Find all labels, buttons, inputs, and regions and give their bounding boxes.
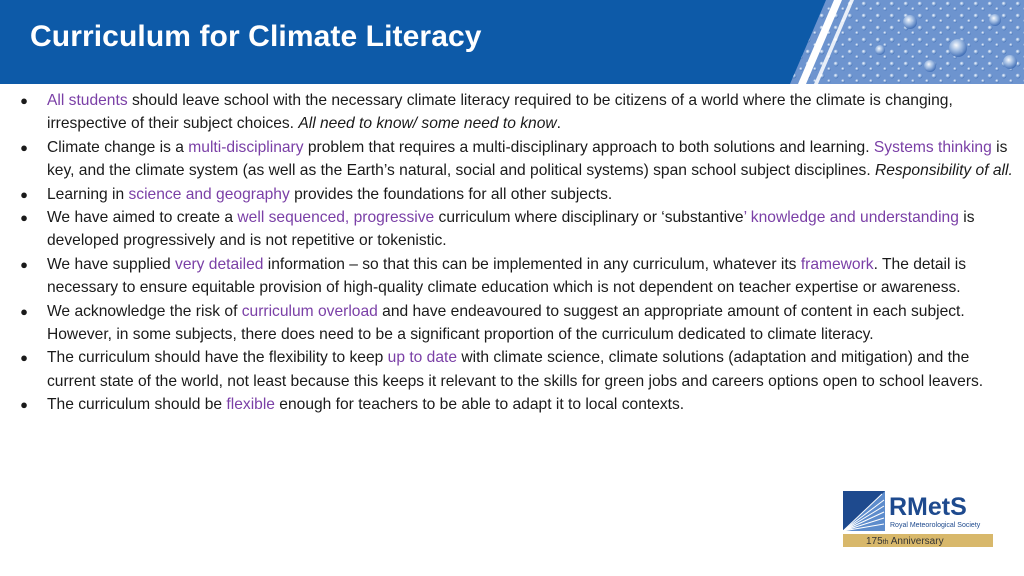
bullet-dot-icon: ● — [20, 303, 28, 319]
water-droplets-image — [790, 0, 1024, 84]
page-title: Curriculum for Climate Literacy — [30, 20, 482, 53]
logo-name: RMetS — [889, 493, 967, 521]
bullet-dot-icon: ● — [20, 139, 28, 155]
bullet-item: ● The curriculum should be flexible enough for teachers to be able to adapt it to local contexts. — [18, 393, 1014, 416]
logo-anniversary: 175th Anniversary — [866, 536, 944, 547]
title-banner — [0, 0, 1024, 84]
bullet-dot-icon: ● — [20, 397, 28, 413]
bullet-list — [18, 89, 1014, 417]
bullet-dot-icon: ● — [20, 93, 28, 108]
bullet-dot-icon: ● — [20, 186, 28, 202]
bullet-item: ● We have supplied very detailed information – so that this can be implemented in any curriculum, whatever its framework. The detail is necessary to ensure equitable provision of high-quality climate education which is not dependent on teacher expertise or awareness. — [18, 253, 1014, 300]
bullet-item: ● We have aimed to create a well sequenced, progressive curriculum where disciplinary or ‘substantive’ knowledge and understanding is developed progressively and is not repetitive or tokenistic. — [18, 206, 1014, 253]
bullet-item: ● Climate change is a multi-disciplinary problem that requires a multi-disciplinary approach to both solutions and learning. Systems thinking is key, and the climate system (as well as the Earth’s natural, social and political systems) span school subject disciplines. Responsibility of all. — [18, 136, 1014, 183]
bullet-item: ● All students should leave school with the necessary climate literacy required to be citizens of a world where the climate is changing, irrespective of their subject choices. All need to know/ some need to know. — [18, 89, 1014, 136]
bullet-item: ● We acknowledge the risk of curriculum overload and have endeavoured to suggest an appropriate amount of content in each subject. However, in some subjects, there does need to be a significant proportion of the curriculum dedicated to climate literacy. — [18, 300, 1014, 347]
bullet-item: ● The curriculum should have the flexibility to keep up to date with climate science, climate solutions (adaptation and mitigation) and the current state of the world, not least because this keeps it relevant to the skills for green jobs and careers options open to school leavers. — [18, 346, 1014, 393]
bullet-dot-icon: ● — [20, 256, 28, 272]
bullet-dot-icon: ● — [20, 350, 28, 366]
rmets-logo-icon — [843, 491, 885, 531]
rmets-logo — [842, 490, 994, 548]
bullet-dot-icon: ● — [20, 210, 28, 226]
bullet-item: ● Learning in science and geography provides the foundations for all other subjects. — [18, 183, 1014, 206]
logo-subtitle: Royal Meteorological Society — [890, 522, 981, 529]
